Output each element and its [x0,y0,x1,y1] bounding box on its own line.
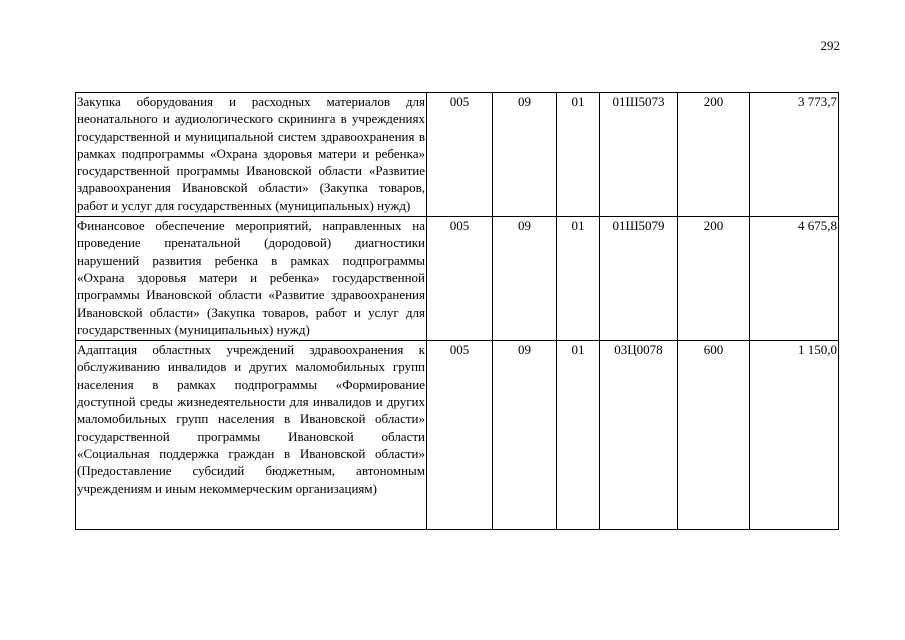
section-code-cell: 09 [493,217,557,341]
table-row [76,93,839,217]
subsection-code-cell: 01 [557,93,600,217]
row-description: Закупка оборудования и расходных материалов для неонатального и аудиологического скрининга в учреждениях государственной и муниципальной систем здравоохранения в рамках подпрограммы «Охрана здоровья матери и ребенка» государственной программы Ивановской области «Развитие здравоохранения Ивановской области» (Закупка товаров, работ и услуг для государственных (муниципальных) нужд) [76,93,427,217]
ministry-code-cell: 005 [427,341,493,530]
expense-type-cell: 200 [678,93,750,217]
target-article-cell: 01Ш5079 [600,217,678,341]
ministry-code-cell: 005 [427,217,493,341]
expense-type-cell: 600 [678,341,750,530]
table-row [76,341,839,530]
subsection-code-cell: 01 [557,217,600,341]
section-code-cell: 09 [493,341,557,530]
amount-cell: 3 773,7 [750,93,839,217]
budget-table [75,92,839,530]
amount-cell: 4 675,8 [750,217,839,341]
target-article-cell: 01Ш5073 [600,93,678,217]
subsection-code-cell: 01 [557,341,600,530]
expense-type-cell: 200 [678,217,750,341]
ministry-code-cell: 005 [427,93,493,217]
amount-cell: 1 150,0 [750,341,839,530]
row-description: Адаптация областных учреждений здравоохранения к обслуживанию инвалидов и других маломобильных групп населения в рамках подпрограммы «Формирование доступной среды жизнедеятельности для инвалидов и других маломобильных групп населения в Ивановской области» государственной программы Ивановской области «Социальная поддержка граждан в Ивановской области» (Предоставление субсидий бюджетным, автономным учреждениям и иным некоммерческим организациям) [76,341,427,530]
row-description: Финансовое обеспечение мероприятий, направленных на проведение пренатальной (дородовой) диагностики нарушений развития ребенка в рамках подпрограммы «Охрана здоровья матери и ребенка» государственной программы Ивановской области «Развитие здравоохранения Ивановской области» (Закупка товаров, работ и услуг для государственных (муниципальных) нужд) [76,217,427,341]
page-number: 292 [820,38,840,53]
table-row [76,217,839,341]
section-code-cell: 09 [493,93,557,217]
target-article-cell: 03Ц0078 [600,341,678,530]
